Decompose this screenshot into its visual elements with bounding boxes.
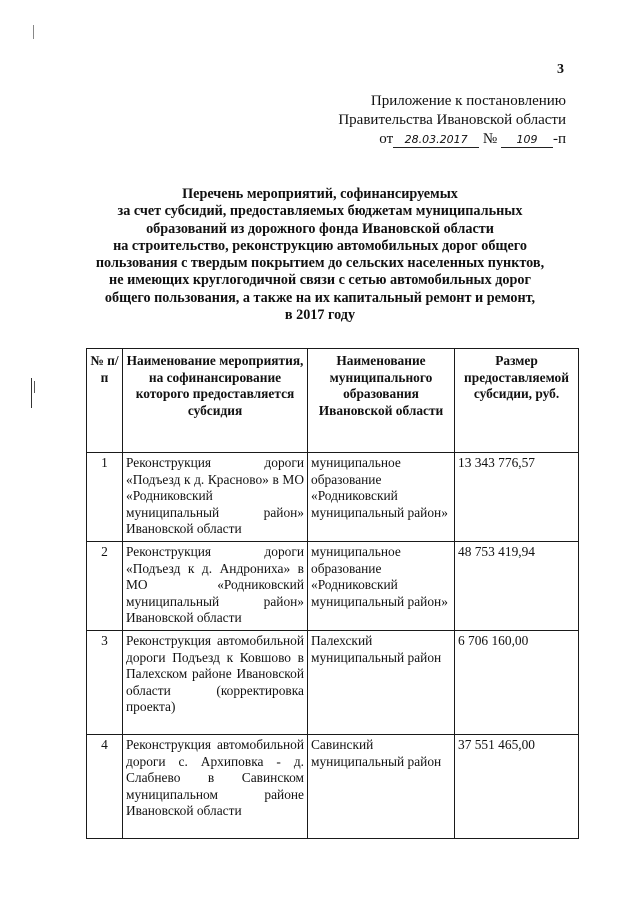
header-num: № п/п [87,349,123,453]
from-prefix: от [379,131,394,147]
document-heading [80,186,560,324]
heading-line: не имеющих круглогодичной связи с сетью автомобильных дорог [109,272,531,289]
cell-amount: 6 706 160,00 [455,630,579,734]
margin-mark [34,381,35,393]
subsidy-table [86,348,579,839]
number-sign: № [482,131,498,147]
cell-num: 3 [87,630,123,734]
handwritten-date: 28.03.2017 [393,133,479,148]
cell-amount: 37 551 465,00 [455,734,579,838]
cell-municipality: муниципальное образование «Родниковский муниципальный район» [308,453,455,542]
cell-amount: 48 753 419,94 [455,541,579,630]
cell-municipality: Савинский муниципальный район [308,734,455,838]
table-row [87,541,579,630]
heading-line: пользования с твердым покрытием до сельских населенных пунктов, [95,255,545,272]
cell-event: Реконструкция автомобильной дороги с. Архиповка - д. Слабнево в Савинском муниципальном районе Ивановской области [123,734,308,838]
heading-line: общего пользования, а также на их капитальный ремонт и ремонт, [104,289,536,306]
heading-line: образований из дорожного фонда Ивановской области [146,220,494,237]
cell-num: 1 [87,453,123,542]
cell-municipality: Палехский муниципальный район [308,630,455,734]
cell-event: Реконструкция дороги «Подъезд к д. Андрониха» в МО «Родниковский муниципальный район» Ивановской области [123,541,308,630]
heading-line: на строительство, реконструкцию автомобильных дорог общего [113,237,527,254]
cell-event: Реконструкция автомобильной дороги Подъезд к Ковшово в Палехском районе Ивановской области (корректировка проекта) [123,630,308,734]
appendix-block [306,92,566,149]
handwritten-number: 109 [501,133,553,148]
appendix-date-number-line [306,130,566,149]
table-row [87,453,579,542]
table-row [87,630,579,734]
margin-mark [33,25,34,39]
heading-line: за счет субсидий, предоставляемых бюджетам муниципальных [117,203,523,220]
cell-amount: 13 343 776,57 [455,453,579,542]
table-header-row [87,349,579,453]
cell-event: Реконструкция дороги «Подъезд к д. Красново» в МО «Родниковский муниципальный район» Ивановской области [123,453,308,542]
header-event: Наименование мероприятия, на софинансирование которого предоставляется субсидия [123,349,308,453]
heading-line: в 2017 году [284,307,356,324]
header-amount: Размер предоставляемой субсидии, руб. [455,349,579,453]
number-suffix: -п [552,131,566,147]
cell-num: 2 [87,541,123,630]
table-row [87,734,579,838]
margin-mark [31,378,32,408]
appendix-line-2: Правительства Ивановской области [338,112,566,128]
cell-num: 4 [87,734,123,838]
page-number: 3 [557,62,564,77]
appendix-line-1: Приложение к постановлению [370,93,566,109]
cell-municipality: муниципальное образование «Родниковский муниципальный район» [308,541,455,630]
header-municipality: Наименование муниципального образования Ивановской области [308,349,455,453]
heading-line: Перечень мероприятий, софинансируемых [182,186,458,202]
